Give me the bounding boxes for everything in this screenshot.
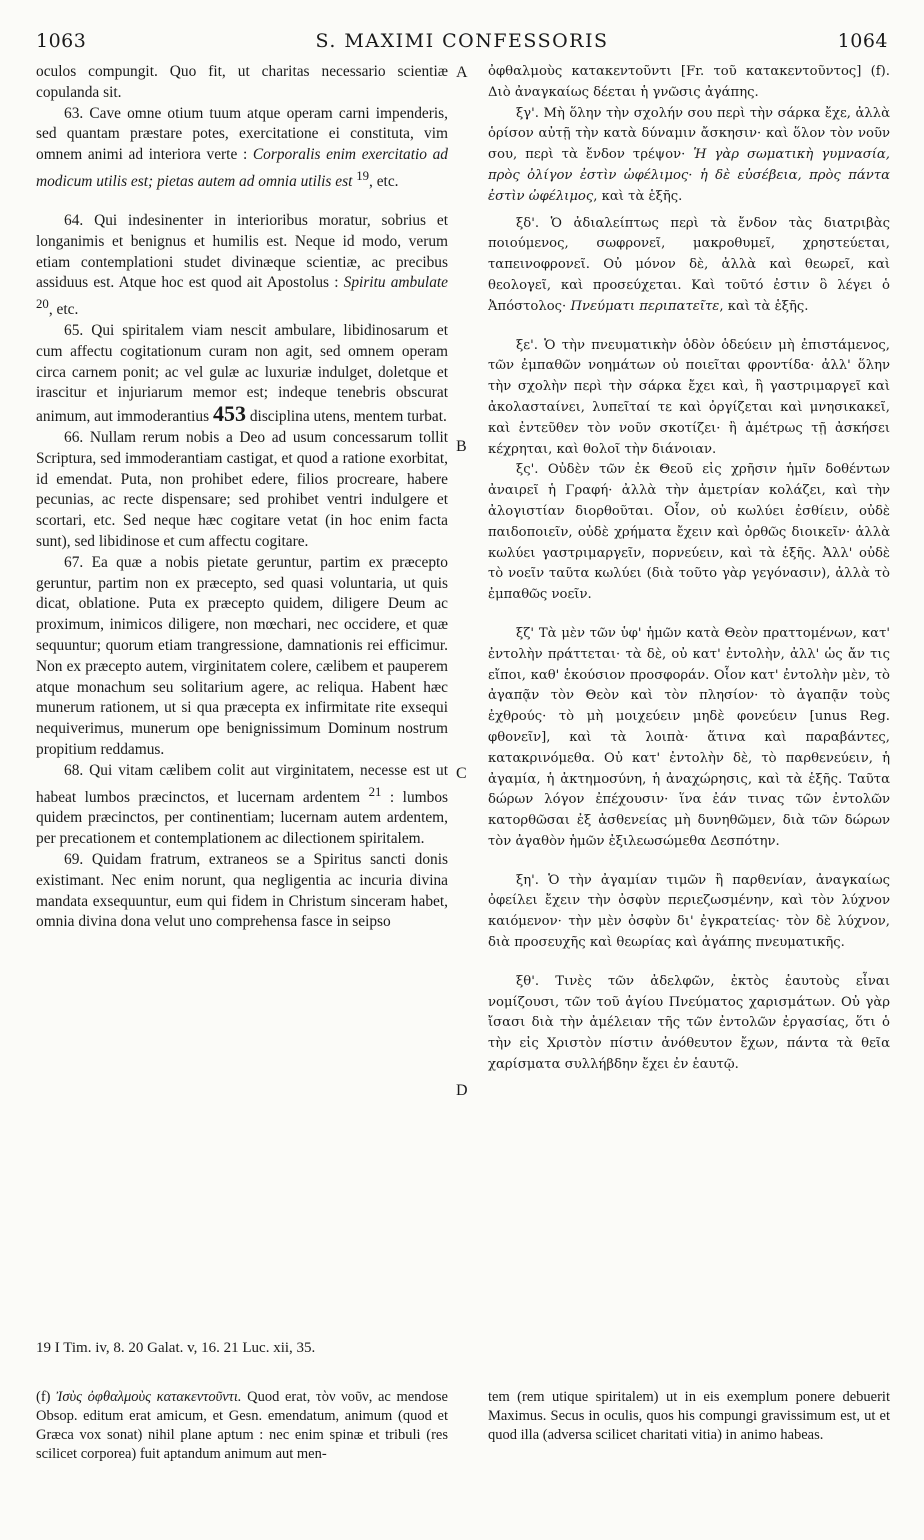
running-title: S. MAXIMI CONFESSORIS xyxy=(315,30,609,52)
greek-chapter-63: ξγ'. Μὴ ὅλην τὴν σχολήν σου περὶ τὴν σάρκα ἔχε, ἀλλὰ ὁρίσον αὐτῇ τὴν κατὰ δύναμιν ἄσκησιν· καὶ ὅλον τὸν νοῦν σου, περὶ τὰ ἔνδον τρέψον· Ἡ γὰρ σωματικὴ γυμνασία, πρὸς ὀλίγον ἐστὶν ὠφέλιμος· ἡ δὲ εὐσέβεια, πρὸς πάντα ἐστὶν ὠφέλιμος, καὶ τὰ ἑξῆς. xyxy=(488,105,890,204)
margin-letter-d: D xyxy=(456,1082,468,1099)
latin-chapter-67: 67. Ea quæ a nobis pietate geruntur, partim ex præcepto geruntur, partim non ex præcepto, sed quasi voluntaria, ut quis dicat, oblatione. Puta ex præcepto quidem, diligere Deum ac proximum, inimicos diligere, non mœchari, nec occidere, et quæ sequuntur; quorum etiam trangressione, damnationis rei efficimur. Non ex præcepto autem, virginitatem colere, cælibem et pauperem atque monachum seu solitarium agere, ac reliqua. Habent hæc munerum rationem, ut si qua præcepta ex infirmitate rite exsequi nequiverimus, munerum ope benignissimum Dominum nostrum propitium reddamus. xyxy=(36,553,448,758)
greek-chapter-67: ξζ' Τὰ μὲν τῶν ὑφ' ἡμῶν κατὰ Θεὸν πραττομένων, κατ' ἐντολὴν πράττεται· τὰ δὲ, οὐ κατ' ἐντολὴν, ἀλλ' ὡς ἄν τις εἴποι, καθ' ἑκούσιον προσφοράν. Οἷον κατ' ἐντολὴν μὲν, τὸ ἀγαπᾷν τὸν Θεὸν καὶ τὸν πλησίον· τὸ ἀγαπᾷν τοὺς ἐχθρούς· τὸ μὴ μοιχεύειν μηδὲ φονεύειν [unus Reg. φθονεῖν], καὶ τὰ λοιπὰ· ἅτινα καὶ παραβάντες, κατακρινόμεθα. Οὐ κατ' ἐντολὴν δὲ, τὸ παρθενεύειν, ἡ ἀγαμία, ἡ ἀκτημοσύνη, ἡ ἀναχώρησις, καὶ τὰ ἑξῆς. Ταῦτα δώρων λόγον ἐπέχουσιν· ἵνα ἐάν τινας τῶν ἐντολῶν κατορθῶσαι ἐξ ἀσθενείας μὴ δυνηθῶμεν, διὰ τῶν δώρων τὸν ἀγαθὸν ἡμῶν ἐξιλεωσώμεθα Δεσπότην. xyxy=(488,625,890,849)
margin-letter-a: A xyxy=(456,64,468,81)
latin-chapter-69: 69. Quidam fratrum, extraneos se a Spiritus sancti donis existimant. Nec enim norunt, qua negligentia ac incuria divina mandata exsequuntur, eum qui fidem in Christum sinceram habet, omnia divina dona velut uno comprehensa fasce in seipso xyxy=(36,851,448,931)
greek-chapter-65: ξε'. Ὁ τὴν πνευματικὴν ὁδὸν ὁδεύειν μὴ ἐπιστάμενος, τῶν ἐμπαθῶν νοημάτων οὐ ποιεῖται φροντίδα· ἀλλ' ὅλην τὴν σχολὴν περὶ τὴν σάρκα ἔχει καὶ, ἢ γαστριμαργεῖ καὶ ἀκολασταίνει, λυπεῖταί τε καὶ ὀργίζεται καὶ μνησικακεῖ, καὶ ἐντεῦθεν τὸν νοῦν σκοτίζει· ἢ ἀμέτρως τῇ ἀσκήσει κέχρηται, καὶ θολοῖ τὴν διάνοιαν. xyxy=(488,337,890,457)
greek-chapter-64: ξδ'. Ὁ ἀδιαλείπτως περὶ τὰ ἔνδον τὰς διατριβὰς ποιούμενος, σωφρονεῖ, μακροθυμεῖ, χρηστεύεται, ταπεινοφρονεῖ. Οὐ μόνον δὲ, ἀλλὰ καὶ θεωρεῖ, καὶ θεολογεῖ, καὶ προσεύχεται. Καὶ τοῦτό ἐστιν ὃ λέγει ὁ Ἀπόστολος· Πνεύματι περιπατεῖτε, καὶ τὰ ἑξῆς. xyxy=(488,215,890,314)
greek-chapter-68: ξη'. Ὁ τὴν ἀγαμίαν τιμῶν ἢ παρθενίαν, ἀναγκαίως ὀφείλει ἔχειν τὴν ὀσφὺν περιεζωσμένην, καὶ τὸν λύχνον καιόμενον· τὴν μὲν ὀσφὺν δι' ἐγκρατείας· τὸν δὲ λύχνον, διὰ προσευχῆς καὶ θεωρίας καὶ ἀγάπης πνευματικῆς. xyxy=(488,872,890,951)
page-header xyxy=(36,30,888,56)
margin-letter-c: C xyxy=(456,765,467,782)
latin-chapter-63: 63. Cave omne otium tuum atque operam carni impenderis, sed quantam præstare potes, exercitatione ei constituta, vim omnem animi ad interiora verte : Corporalis enim exercitatio ad modicum utilis est; pietas autem ad omnia utilis est $^{19}$, etc. xyxy=(36,104,448,191)
scripture-references: 19 I Tim. iv, 8. 20 Galat. v, 16. 21 Luc. xii, 35. xyxy=(36,1340,316,1356)
footnote-right: tem (rem utique spiritalem) ut in eis exemplum ponere debuerit Maximus. Secus in oculis, quos his compungi gravissimum est, ut et quod illa (adversa scilicet charitati vitia) in animo habeas. xyxy=(488,1389,890,1443)
column-number: 453 xyxy=(212,401,246,427)
page-number-left: 1063 xyxy=(36,30,87,52)
footnote-left: (f) Ἰσὺς ὀφθαλμοὺς κατακεντοῦντι. Quod erat, τὸν νοῦν, ac mendose Obsop. editum erat amicum, et Gesn. emendatum, animum (quod et Græca vox sonat) nihil plane aptum : nec enim spinæ et tribuli (res scilicet corporea) fuit aptandum animum aut men- xyxy=(36,1389,448,1462)
latin-chapter-66: 66. Nullam rerum nobis a Deo ad usum concessarum tollit Scriptura, sed immoderantiam castigat, et quod a ratione exorbitat, id emendat. Puta, non prohibet edere, filios procreare, habere pecunias, ac recte dispensare; sed prohibet ventri indulgere et scortari, etc. Sed neque hæc cogitare vetat (in hoc enim facta sunt), sed libidinose et cum affectu cogitare. xyxy=(36,429,448,550)
page-number-right: 1064 xyxy=(837,30,888,52)
latin-column xyxy=(36,62,448,933)
greek-intro: ὀφθαλμοὺς κατακεντοῦντι [Fr. τοῦ κατακεντοῦντος] (f). Διὸ ἀναγκαίως δέεται ἡ γνῶσις ἀγάπης. xyxy=(488,64,890,100)
greek-chapter-66: ξς'. Οὐδὲν τῶν ἐκ Θεοῦ εἰς χρῆσιν ἡμῖν δοθέντων ἀναιρεῖ ἡ Γραφή· ἀλλὰ τὴν ἀμετρίαν κολάζει, καὶ τὴν ἀλογιστίαν διορθοῦται. Οἷον, οὐ κωλύει ἐσθίειν, οὐδὲ παιδοποιεῖν, οὐδὲ χρήματα ἔχειν καὶ ὀρθῶς διοικεῖν· ἀλλὰ κωλύει γαστριμαργεῖν, πορνεύειν, καὶ τὰ ἑξῆς. Ἀλλ' οὐδὲ τὸ νοεῖν ταῦτα κωλύει (διὰ τοῦτο γὰρ γεγόνασιν), ἀλλὰ τὸ ἐμπαθῶς νοεῖν. xyxy=(488,462,890,603)
latin-intro: oculos compungit. Quo fit, ut charitas necessario scientiæ copulanda sit. xyxy=(36,63,448,101)
latin-chapter-65: 65. Qui spiritalem viam nescit ambulare, libidinosarum et cum affectu cogitationum curam non agit, sed omnem operam circa carnem ponit; ac vel gulæ ac luxuriæ indulget, doletque et irascitur et injuriarum memor est; indeque tenebris obscurat animum, aut immoderantius 453 disciplina utens, mentem turbat. xyxy=(36,322,448,427)
greek-column xyxy=(488,62,890,1076)
margin-letter-b: B xyxy=(456,438,467,455)
greek-chapter-69: ξθ'. Τινὲς τῶν ἀδελφῶν, ἐκτὸς ἑαυτοὺς εἶναι νομίζουσι, τῶν τοῦ ἁγίου Πνεύματος χαρισμάτων. Οὐ γὰρ ἴσασι διὰ τὴν ἀμέλειαν τῆς τῶν ἐντολῶν ἐργασίας, ὅτι ὁ τὴν εἰς Χριστὸν πίστιν ἀνόθευτον ἔχων, πάντα τὰ θεῖα χαρίσματα συλλήβδην ἔχει ἐν ἑαυτῷ. xyxy=(488,973,890,1073)
latin-chapter-64: 64. Qui indesinenter in interioribus moratur, sobrius et longanimis et benignus et humilis est. Neque id modo, verum etiam contemplationi studet divinæque scientiæ, ac precibus assiduus est. Atque hoc est quod ait Apostolus : Spiritu ambulate $^{20}$, etc. xyxy=(36,211,448,319)
latin-chapter-68: 68. Qui vitam cælibem colit aut virginitatem, necesse est ut habeat lumbos præcinctos, et lucernam ardentem $^{21}$ : lumbos quidem præcinctos, per continentiam; lucernam autem ardentem, per precationem et contemplationem ac dilectionem spiritalem. xyxy=(36,761,449,848)
